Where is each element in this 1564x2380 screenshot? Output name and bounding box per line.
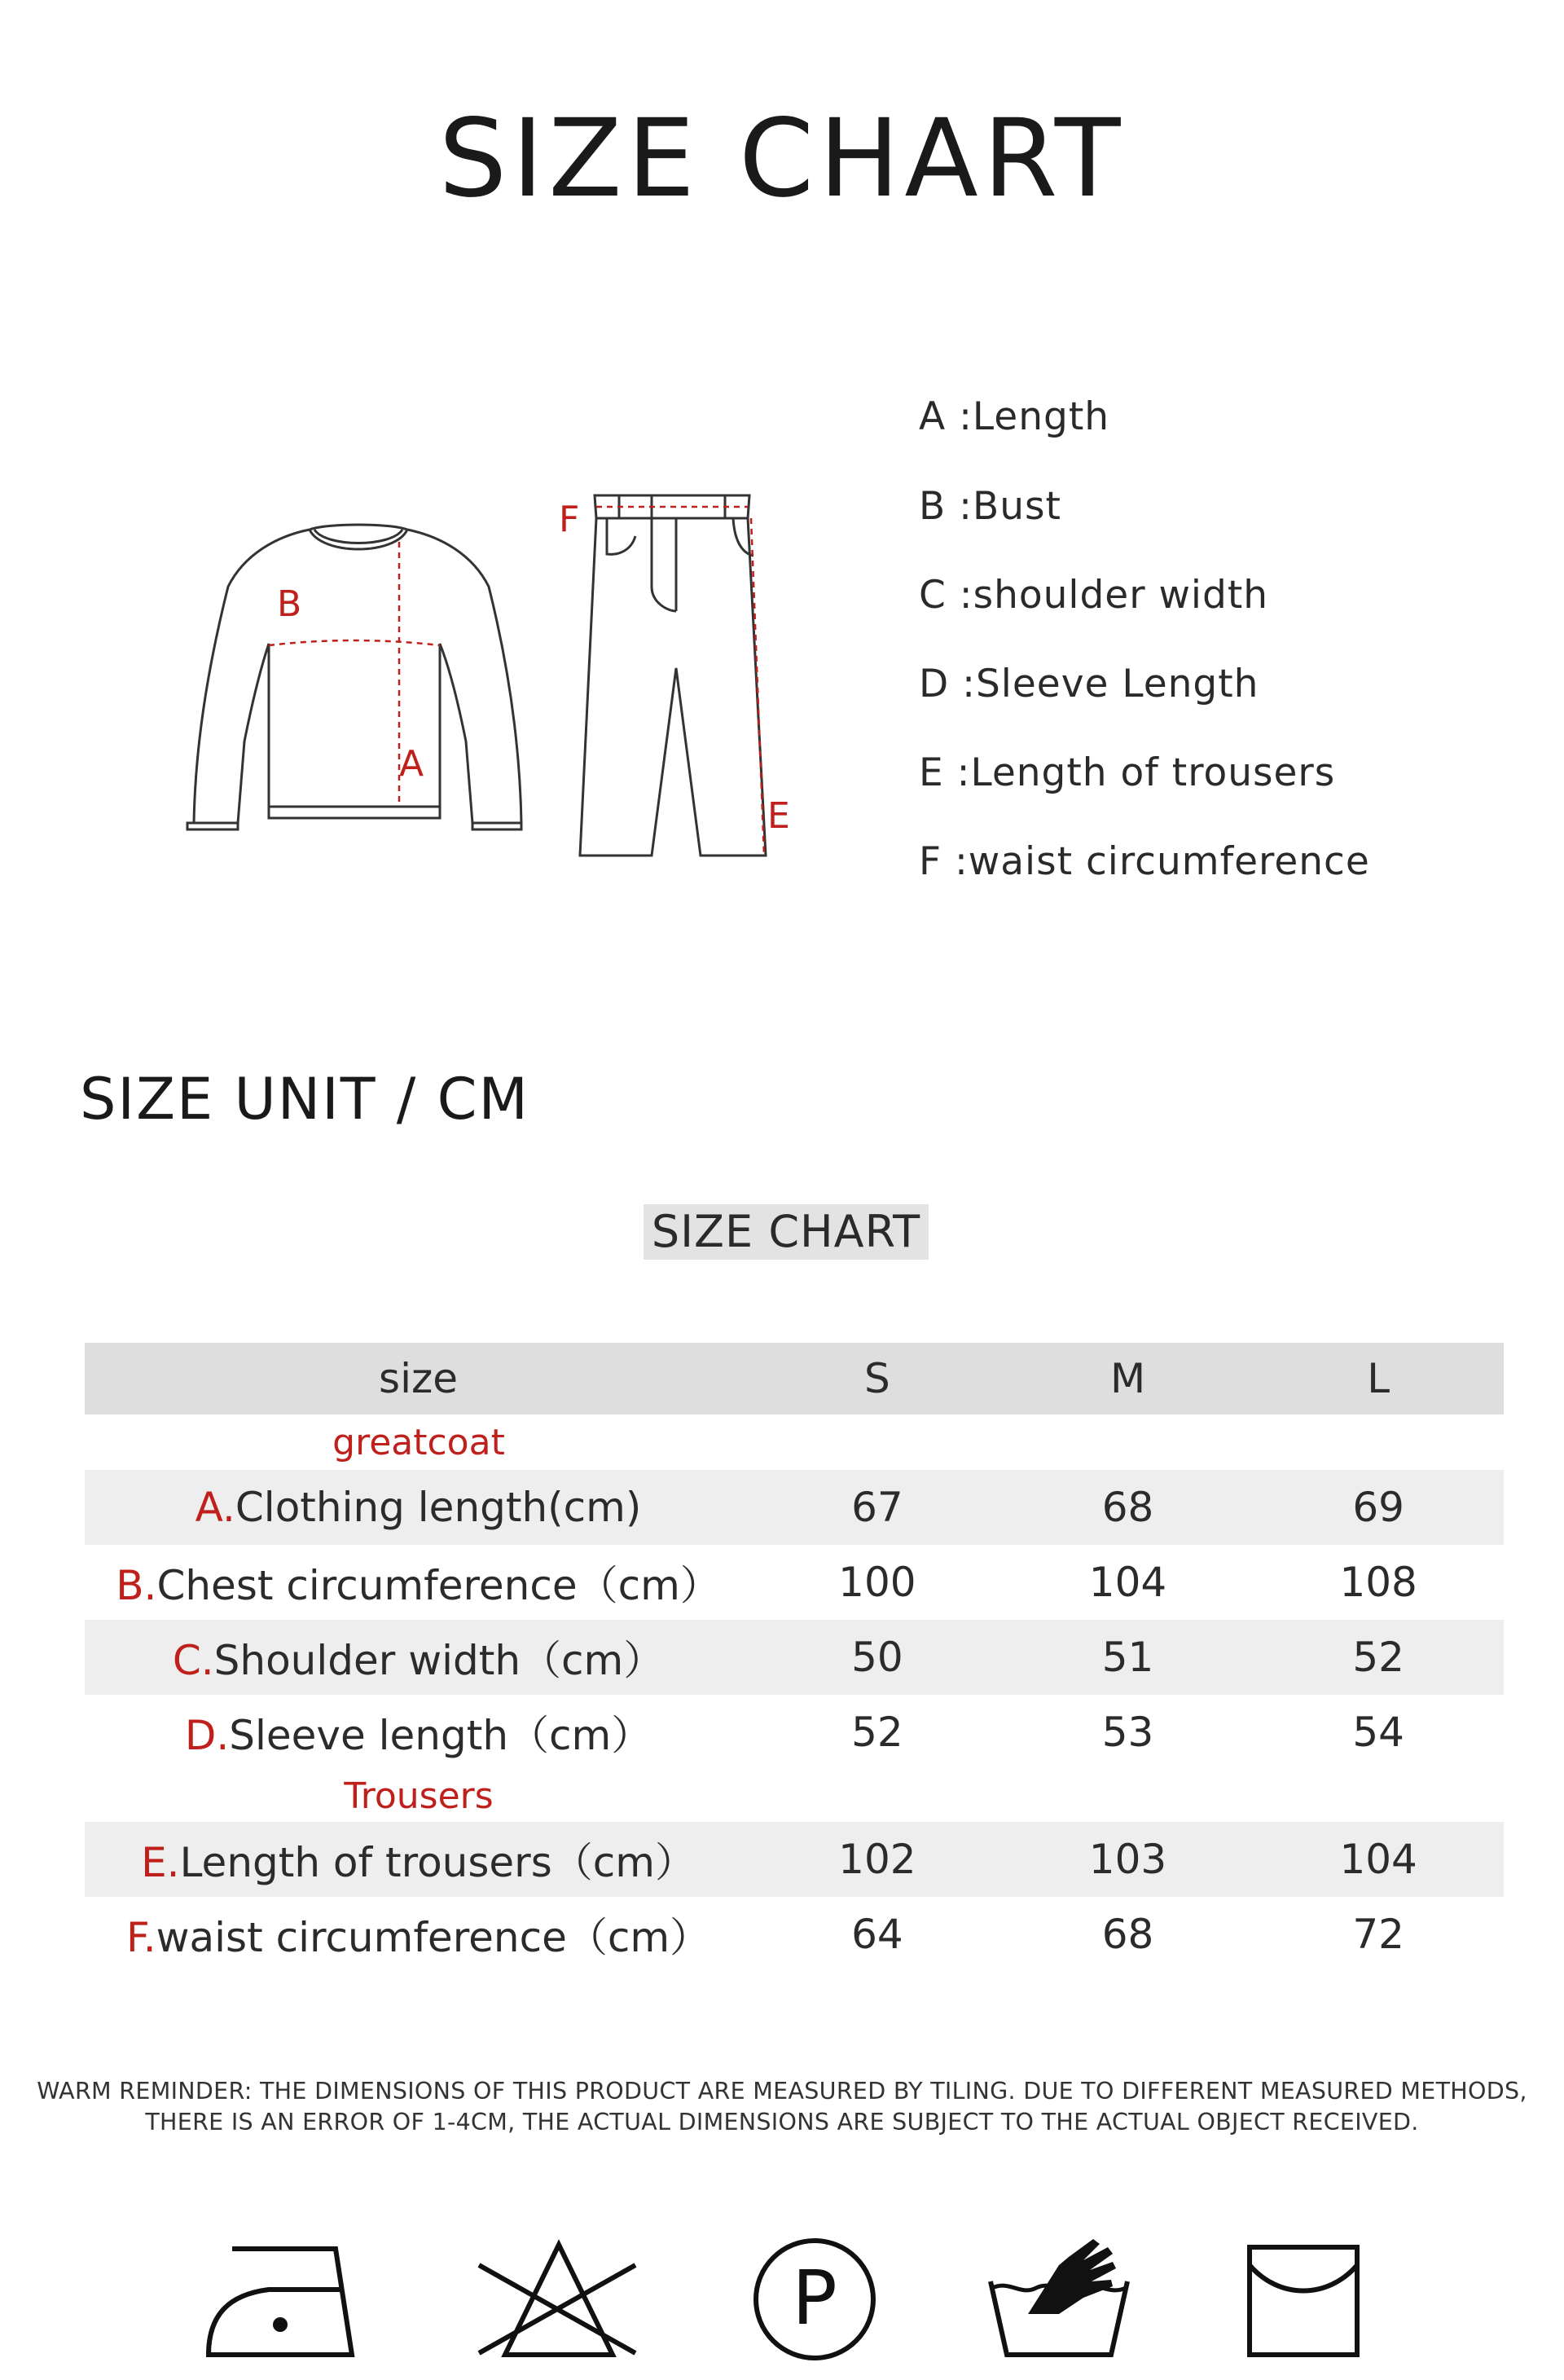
value-s: 100 [838, 1559, 916, 1606]
value-l: 72 [1352, 1911, 1404, 1958]
label-f: F [559, 499, 580, 540]
section-label-greatcoat: greatcoat [332, 1421, 505, 1463]
warm-reminder [0, 2076, 1564, 2138]
legend-item: A :Length [919, 394, 1110, 439]
page-title: SIZE CHART [438, 96, 1126, 222]
value-s: 50 [851, 1634, 903, 1681]
row-prefix: C. [172, 1637, 214, 1684]
value-m: 68 [1101, 1484, 1154, 1531]
table-row [85, 1822, 1504, 1897]
legend-item: D :Sleeve Length [919, 662, 1259, 706]
do-not-bleach-icon [479, 2245, 635, 2355]
value-s: 67 [851, 1484, 903, 1531]
row-label-text: Chest circumference（cm） [156, 1562, 721, 1609]
label-b: B [277, 583, 302, 625]
value-m: 104 [1088, 1559, 1167, 1606]
value-l: 108 [1339, 1559, 1417, 1606]
table-row [85, 1695, 1504, 1770]
row-label [85, 1484, 752, 1531]
value-m: 103 [1088, 1836, 1167, 1883]
label-a: A [399, 743, 424, 785]
row-prefix: B. [116, 1562, 157, 1609]
table-header-row [85, 1343, 1504, 1414]
table-row [85, 1470, 1504, 1545]
header-size-s: S [864, 1355, 890, 1402]
care-icons-row [0, 2233, 1564, 2371]
row-prefix: E. [141, 1839, 180, 1886]
row-label [85, 1703, 752, 1762]
row-label-text: Sleeve length（cm） [229, 1712, 652, 1759]
table-title-badge: SIZE CHART [644, 1204, 929, 1260]
dry-clean-p-icon [756, 2241, 873, 2358]
value-s: 64 [851, 1911, 903, 1958]
iron-low-heat-icon [209, 2249, 352, 2355]
legend-item: F :waist circumference [919, 839, 1370, 884]
section-row [85, 1414, 1504, 1470]
reminder-line: THERE IS AN ERROR OF 1-4CM, THE ACTUAL DIMENSIONS ARE SUBJECT TO THE ACTUAL OBJECT RECEIVED. [145, 2109, 1419, 2136]
reminder-line: WARM REMINDER: THE DIMENSIONS OF THIS PRODUCT ARE MEASURED BY TILING. DUE TO DIFFERENT MEASURED METHODS, [37, 2078, 1527, 2105]
table-row [85, 1620, 1504, 1695]
garment-diagram [163, 464, 798, 888]
row-label [85, 1553, 752, 1612]
row-label [85, 1628, 752, 1687]
table-row [85, 1545, 1504, 1620]
row-prefix: D. [184, 1712, 230, 1759]
value-m: 51 [1101, 1634, 1154, 1681]
value-l: 52 [1352, 1634, 1404, 1681]
trousers-measure-lines [596, 507, 764, 856]
label-e: E [767, 795, 790, 837]
row-label-text: Shoulder width（cm） [213, 1637, 665, 1684]
row-label-text: waist circumference（cm） [156, 1914, 711, 1961]
row-label [85, 1905, 752, 1964]
value-l: 69 [1352, 1484, 1404, 1531]
value-s: 102 [838, 1836, 916, 1883]
row-label-text: Clothing length(cm) [235, 1484, 642, 1531]
hand-wash-icon [991, 2239, 1127, 2355]
header-size-m: M [1109, 1355, 1146, 1402]
size-unit-title: SIZE UNIT / CM [80, 1066, 529, 1133]
section-label-trousers: Trousers [344, 1775, 494, 1817]
value-l: 54 [1352, 1709, 1404, 1756]
section-row [85, 1770, 1504, 1822]
sweater-outline [187, 525, 521, 829]
row-prefix: A. [195, 1484, 235, 1531]
value-l: 104 [1339, 1836, 1417, 1883]
trousers-outline [580, 495, 766, 856]
table-row [85, 1897, 1504, 1972]
row-label-text: Length of trousers（cm） [179, 1839, 696, 1886]
tumble-dry-icon [1250, 2247, 1357, 2355]
header-size-l: L [1367, 1355, 1390, 1402]
row-prefix: F. [126, 1914, 156, 1961]
legend-item: C :shoulder width [919, 573, 1269, 618]
legend-item: B :Bust [919, 484, 1061, 529]
dry-clean-letter: P [792, 2255, 837, 2342]
header-size-label: size [379, 1355, 458, 1402]
value-m: 53 [1101, 1709, 1154, 1756]
value-s: 52 [851, 1709, 903, 1756]
value-m: 68 [1101, 1911, 1154, 1958]
row-label [85, 1830, 752, 1889]
legend-item: E :Length of trousers [919, 750, 1336, 795]
